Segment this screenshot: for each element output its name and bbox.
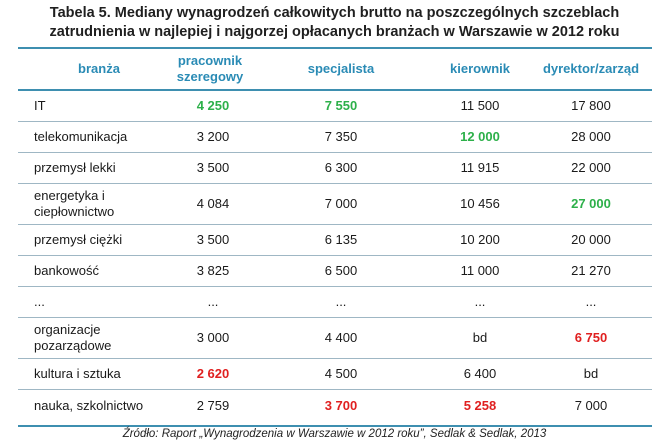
- header-dyrektor: dyrektor/zarząd: [542, 61, 640, 76]
- cell-dyrektor: 27 000: [571, 196, 611, 211]
- cell-dyrektor: bd: [583, 366, 599, 381]
- cell-specjalista: 7 000: [324, 196, 358, 211]
- row-label: przemysł lekki: [34, 160, 116, 175]
- table-row: [18, 122, 652, 153]
- cell-pracownik: 3 500: [196, 232, 230, 247]
- header-pracownik: pracownik szeregowy: [176, 53, 244, 84]
- cell-kierownik: 11 000: [460, 263, 500, 278]
- cell-specjalista: 7 550: [324, 98, 358, 113]
- cell-dyrektor: 6 750: [574, 330, 608, 345]
- cell-specjalista: 6 500: [324, 263, 358, 278]
- cell-dyrektor: 21 270: [571, 263, 611, 278]
- cell-specjalista: 4 500: [324, 366, 358, 381]
- row-label: kultura i sztuka: [34, 366, 121, 381]
- table-title-line-2: zatrudnienia w najlepiej i najgorzej opłacanych branżach w Warszawie w 2012 roku: [49, 24, 620, 40]
- cell-pracownik: 3 200: [196, 129, 230, 144]
- cell-pracownik: 3 000: [196, 330, 230, 345]
- cell-pracownik: 4 084: [196, 196, 230, 211]
- table-row: [18, 287, 652, 318]
- header-kierownik: kierownik: [450, 61, 510, 76]
- header-specjalista: specjalista: [307, 61, 375, 76]
- cell-specjalista: 7 350: [324, 129, 358, 144]
- cell-specjalista: 6 300: [324, 160, 358, 175]
- cell-kierownik: 12 000: [460, 129, 500, 144]
- row-label: energetyka i ciepłownictwo: [34, 188, 115, 219]
- cell-specjalista: ...: [335, 294, 347, 309]
- cell-dyrektor: 20 000: [571, 232, 611, 247]
- table-row: [18, 184, 652, 225]
- cell-kierownik: 5 258: [463, 398, 497, 413]
- cell-specjalista: 4 400: [324, 330, 358, 345]
- table-title: [0, 4, 669, 42]
- cell-pracownik: 2 620: [196, 366, 230, 381]
- cell-specjalista: 6 135: [324, 232, 358, 247]
- table-bottom-rule: [18, 425, 652, 427]
- row-label: ...: [34, 294, 45, 309]
- row-label: telekomunikacja: [34, 129, 128, 144]
- header-branza: branża: [78, 61, 120, 76]
- cell-specjalista: 3 700: [324, 398, 358, 413]
- cell-kierownik: 10 456: [460, 196, 500, 211]
- cell-kierownik: 6 400: [463, 366, 497, 381]
- cell-pracownik: 2 759: [196, 398, 230, 413]
- row-label: bankowość: [34, 263, 100, 278]
- table-row: [18, 318, 652, 359]
- cell-kierownik: 11 500: [460, 98, 500, 113]
- cell-dyrektor: 22 000: [571, 160, 611, 175]
- table-row: [18, 386, 652, 426]
- cell-dyrektor: ...: [585, 294, 597, 309]
- table-row: [18, 153, 652, 184]
- row-label: IT: [34, 98, 46, 113]
- row-label: nauka, szkolnictwo: [34, 398, 144, 413]
- table-row: [18, 225, 652, 256]
- table-title-line-1: Tabela 5. Mediany wynagrodzeń całkowitych brutto na poszczególnych szczeblach: [49, 5, 620, 21]
- cell-dyrektor: 17 800: [571, 98, 611, 113]
- cell-dyrektor: 28 000: [571, 129, 611, 144]
- cell-kierownik: 10 200: [460, 232, 500, 247]
- cell-kierownik: 11 915: [460, 160, 500, 175]
- cell-pracownik: ...: [207, 294, 219, 309]
- row-label: przemysł ciężki: [34, 232, 123, 247]
- table-row: [18, 256, 652, 287]
- cell-pracownik: 3 825: [196, 263, 230, 278]
- cell-kierownik: bd: [472, 330, 488, 345]
- cell-dyrektor: 7 000: [574, 398, 608, 413]
- source-note: Źródło: Raport „Wynagrodzenia w Warszawie w 2012 roku”, Sedlak & Sedlak, 2013: [122, 428, 547, 440]
- cell-pracownik: 4 250: [196, 98, 230, 113]
- row-label: organizacje pozarządowe: [34, 322, 112, 353]
- cell-kierownik: ...: [474, 294, 486, 309]
- cell-pracownik: 3 500: [196, 160, 230, 175]
- table-row: [18, 91, 652, 122]
